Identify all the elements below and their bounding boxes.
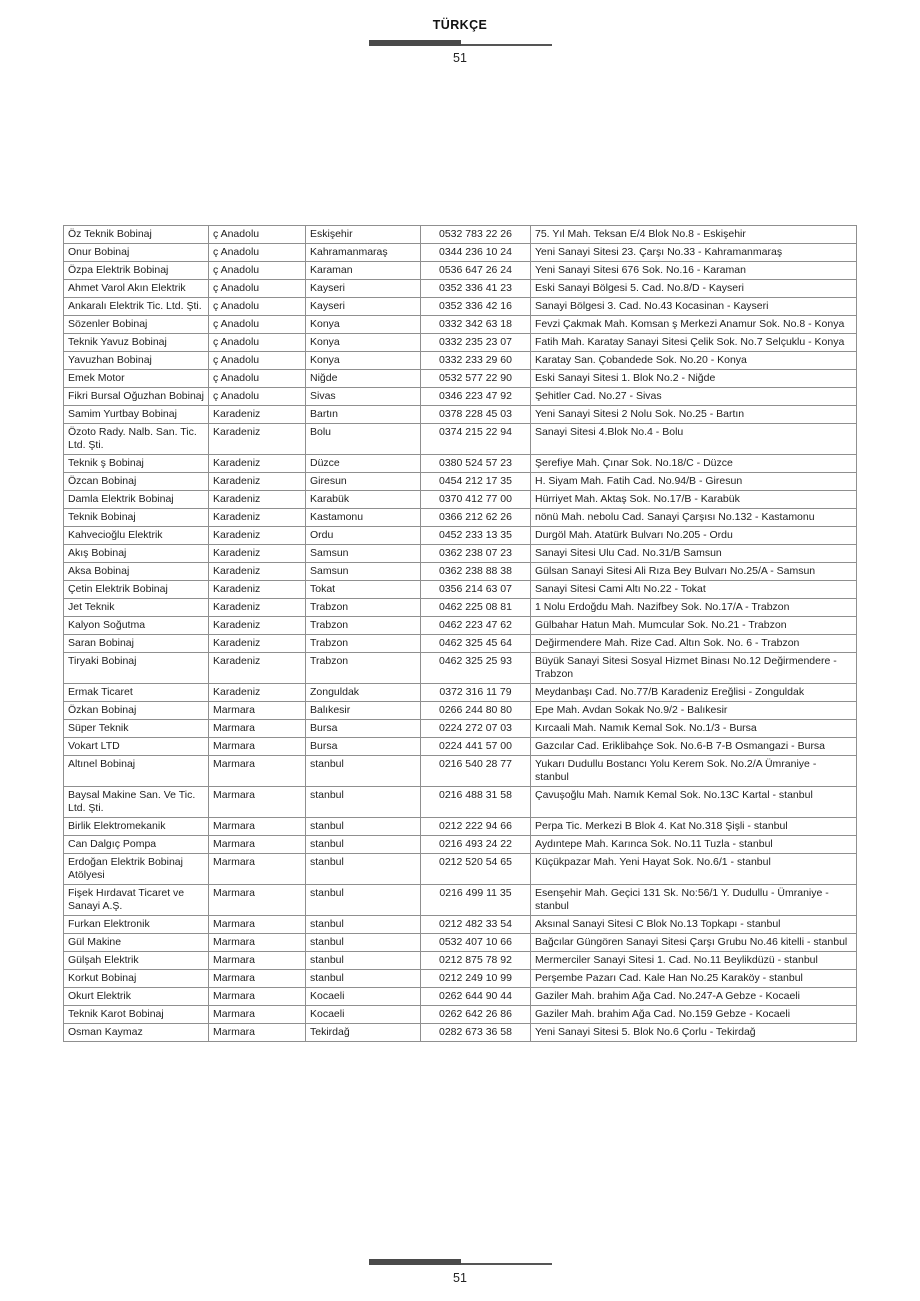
cell-region: Marmara [209, 1024, 306, 1042]
cell-address: Fevzi Çakmak Mah. Komsan ş Merkezi Anamur Sok. No.8 - Konya [531, 316, 857, 334]
cell-city: Konya [306, 334, 421, 352]
cell-region: Karadeniz [209, 455, 306, 473]
table-row [64, 617, 857, 635]
page-number-bottom: 51 [453, 1271, 467, 1285]
table-row [64, 280, 857, 298]
table-row [64, 836, 857, 854]
service-centers-table-body [64, 226, 857, 1042]
cell-address: Durgöl Mah. Atatürk Bulvarı No.205 - Ordu [531, 527, 857, 545]
cell-phone: 0216 493 24 22 [421, 836, 531, 854]
cell-phone: 0462 325 45 64 [421, 635, 531, 653]
cell-name: Sözenler Bobinaj [64, 316, 209, 334]
table-row [64, 226, 857, 244]
cell-region: Karadeniz [209, 406, 306, 424]
cell-region: Marmara [209, 738, 306, 756]
cell-address: Şerefiye Mah. Çınar Sok. No.18/C - Düzce [531, 455, 857, 473]
cell-address: Yeni Sanayi Sitesi 5. Blok No.6 Çorlu - Tekirdağ [531, 1024, 857, 1042]
cell-address: Büyük Sanayi Sitesi Sosyal Hizmet Binası No.12 Değirmendere - Trabzon [531, 653, 857, 684]
cell-address: Yeni Sanayi Sitesi 2 Nolu Sok. No.25 - Bartın [531, 406, 857, 424]
cell-region: Karadeniz [209, 527, 306, 545]
cell-address: Çavuşoğlu Mah. Namık Kemal Sok. No.13C Kartal - stanbul [531, 787, 857, 818]
cell-address: 1 Nolu Erdoğdu Mah. Nazifbey Sok. No.17/A - Trabzon [531, 599, 857, 617]
table-row [64, 1024, 857, 1042]
cell-name: Okurt Elektrik [64, 988, 209, 1006]
cell-city: Kocaeli [306, 988, 421, 1006]
cell-city: Bartın [306, 406, 421, 424]
cell-phone: 0266 244 80 80 [421, 702, 531, 720]
cell-region: Marmara [209, 756, 306, 787]
cell-phone: 0356 214 63 07 [421, 581, 531, 599]
cell-city: Karabük [306, 491, 421, 509]
cell-region: ç Anadolu [209, 388, 306, 406]
cell-phone: 0332 342 63 18 [421, 316, 531, 334]
cell-region: Karadeniz [209, 653, 306, 684]
cell-city: Bolu [306, 424, 421, 455]
cell-address: Epe Mah. Avdan Sokak No.9/2 - Balıkesir [531, 702, 857, 720]
cell-name: Vokart LTD [64, 738, 209, 756]
cell-phone: 0352 336 42 16 [421, 298, 531, 316]
table-row [64, 988, 857, 1006]
cell-phone: 0532 577 22 90 [421, 370, 531, 388]
cell-name: Teknik Karot Bobinaj [64, 1006, 209, 1024]
cell-phone: 0344 236 10 24 [421, 244, 531, 262]
cell-name: Kalyon Soğutma [64, 617, 209, 635]
cell-region: Marmara [209, 885, 306, 916]
table-row [64, 455, 857, 473]
cell-address: Sanayi Sitesi Ulu Cad. No.31/B Samsun [531, 545, 857, 563]
cell-phone: 0452 233 13 35 [421, 527, 531, 545]
cell-phone: 0332 233 29 60 [421, 352, 531, 370]
cell-region: Karadeniz [209, 424, 306, 455]
cell-region: ç Anadolu [209, 262, 306, 280]
table-row [64, 702, 857, 720]
cell-name: Damla Elektrik Bobinaj [64, 491, 209, 509]
cell-region: Karadeniz [209, 509, 306, 527]
table-row [64, 527, 857, 545]
cell-region: Karadeniz [209, 635, 306, 653]
cell-address: Karatay San. Çobandede Sok. No.20 - Konya [531, 352, 857, 370]
cell-address: Mermerciler Sanayi Sitesi 1. Cad. No.11 Beylikdüzü - stanbul [531, 952, 857, 970]
table-row [64, 473, 857, 491]
cell-city: stanbul [306, 787, 421, 818]
table-row [64, 352, 857, 370]
cell-region: Karadeniz [209, 563, 306, 581]
cell-phone: 0536 647 26 24 [421, 262, 531, 280]
cell-name: Yavuzhan Bobinaj [64, 352, 209, 370]
cell-name: Saran Bobinaj [64, 635, 209, 653]
cell-address: Eski Sanayi Sitesi 1. Blok No.2 - Niğde [531, 370, 857, 388]
table-row [64, 334, 857, 352]
cell-region: Karadeniz [209, 491, 306, 509]
cell-address: Sanayi Bölgesi 3. Cad. No.43 Kocasinan - Kayseri [531, 298, 857, 316]
table-row [64, 787, 857, 818]
cell-phone: 0454 212 17 35 [421, 473, 531, 491]
cell-phone: 0282 673 36 58 [421, 1024, 531, 1042]
table-row [64, 599, 857, 617]
table-row [64, 653, 857, 684]
cell-name: Özpa Elektrik Bobinaj [64, 262, 209, 280]
cell-address: Yukarı Dudullu Bostancı Yolu Kerem Sok. No.2/A Ümraniye - stanbul [531, 756, 857, 787]
cell-city: Konya [306, 316, 421, 334]
cell-name: Öz Teknik Bobinaj [64, 226, 209, 244]
cell-region: Marmara [209, 934, 306, 952]
cell-name: Teknik ş Bobinaj [64, 455, 209, 473]
cell-address: Perşembe Pazarı Cad. Kale Han No.25 Karaköy - stanbul [531, 970, 857, 988]
cell-name: Ermak Ticaret [64, 684, 209, 702]
table-row [64, 388, 857, 406]
cell-phone: 0332 235 23 07 [421, 334, 531, 352]
cell-name: Osman Kaymaz [64, 1024, 209, 1042]
cell-address: Hürriyet Mah. Aktaş Sok. No.17/B - Karabük [531, 491, 857, 509]
cell-city: Trabzon [306, 617, 421, 635]
cell-name: Samim Yurtbay Bobinaj [64, 406, 209, 424]
cell-city: stanbul [306, 916, 421, 934]
cell-address: Gülsan Sanayi Sitesi Ali Rıza Bey Bulvarı No.25/A - Samsun [531, 563, 857, 581]
cell-address: Şehitler Cad. No.27 - Sivas [531, 388, 857, 406]
cell-phone: 0378 228 45 03 [421, 406, 531, 424]
cell-region: Marmara [209, 836, 306, 854]
cell-name: Çetin Elektrik Bobinaj [64, 581, 209, 599]
table-row [64, 970, 857, 988]
cell-address: Gülbahar Hatun Mah. Mumcular Sok. No.21 - Trabzon [531, 617, 857, 635]
cell-phone: 0212 875 78 92 [421, 952, 531, 970]
cell-name: Jet Teknik [64, 599, 209, 617]
cell-region: Karadeniz [209, 617, 306, 635]
cell-name: Emek Motor [64, 370, 209, 388]
cell-name: Özkan Bobinaj [64, 702, 209, 720]
cell-phone: 0462 223 47 62 [421, 617, 531, 635]
table-row [64, 952, 857, 970]
cell-city: Niğde [306, 370, 421, 388]
cell-city: Tekirdağ [306, 1024, 421, 1042]
table-row [64, 316, 857, 334]
cell-name: Teknik Yavuz Bobinaj [64, 334, 209, 352]
cell-phone: 0224 441 57 00 [421, 738, 531, 756]
cell-region: Marmara [209, 702, 306, 720]
cell-name: Furkan Elektronik [64, 916, 209, 934]
table-row [64, 244, 857, 262]
cell-city: Balıkesir [306, 702, 421, 720]
footer-rule-thin-segment [461, 1263, 553, 1265]
cell-phone: 0372 316 11 79 [421, 684, 531, 702]
table-row [64, 370, 857, 388]
table-row [64, 684, 857, 702]
cell-address: Gaziler Mah. brahim Ağa Cad. No.247-A Gebze - Kocaeli [531, 988, 857, 1006]
cell-city: Ordu [306, 527, 421, 545]
cell-city: stanbul [306, 854, 421, 885]
table-row [64, 854, 857, 885]
cell-city: Bursa [306, 738, 421, 756]
cell-phone: 0362 238 07 23 [421, 545, 531, 563]
cell-city: Eskişehir [306, 226, 421, 244]
cell-address: nönü Mah. nebolu Cad. Sanayi Çarşısı No.132 - Kastamonu [531, 509, 857, 527]
cell-name: Ankaralı Elektrik Tic. Ltd. Şti. [64, 298, 209, 316]
cell-region: ç Anadolu [209, 298, 306, 316]
header-rule-thin-segment [461, 44, 553, 46]
table-row [64, 720, 857, 738]
cell-address: Esenşehir Mah. Geçici 131 Sk. No:56/1 Y. Dudullu - Ümraniye - stanbul [531, 885, 857, 916]
cell-address: Yeni Sanayi Sitesi 676 Sok. No.16 - Karaman [531, 262, 857, 280]
cell-city: stanbul [306, 970, 421, 988]
cell-region: Karadeniz [209, 599, 306, 617]
cell-phone: 0262 644 90 44 [421, 988, 531, 1006]
cell-region: Karadeniz [209, 545, 306, 563]
cell-name: Can Dalgıç Pompa [64, 836, 209, 854]
cell-phone: 0462 325 25 93 [421, 653, 531, 684]
cell-phone: 0380 524 57 23 [421, 455, 531, 473]
cell-name: Fikri Bursal Oğuzhan Bobinaj [64, 388, 209, 406]
cell-region: Karadeniz [209, 581, 306, 599]
cell-phone: 0224 272 07 03 [421, 720, 531, 738]
cell-region: Marmara [209, 818, 306, 836]
cell-phone: 0216 499 11 35 [421, 885, 531, 916]
cell-name: Birlik Elektromekanik [64, 818, 209, 836]
cell-name: Aksa Bobinaj [64, 563, 209, 581]
cell-region: ç Anadolu [209, 334, 306, 352]
cell-region: Karadeniz [209, 684, 306, 702]
cell-address: Aydıntepe Mah. Karınca Sok. No.11 Tuzla - stanbul [531, 836, 857, 854]
cell-phone: 0212 222 94 66 [421, 818, 531, 836]
cell-region: ç Anadolu [209, 316, 306, 334]
cell-region: Marmara [209, 720, 306, 738]
cell-city: stanbul [306, 934, 421, 952]
table-row [64, 406, 857, 424]
cell-address: Kırcaali Mah. Namık Kemal Sok. No.1/3 - Bursa [531, 720, 857, 738]
cell-city: stanbul [306, 756, 421, 787]
service-centers-table [63, 225, 857, 1042]
cell-city: Kayseri [306, 280, 421, 298]
cell-phone: 0374 215 22 94 [421, 424, 531, 455]
cell-name: Gül Makine [64, 934, 209, 952]
cell-name: Erdoğan Elektrik Bobinaj Atölyesi [64, 854, 209, 885]
cell-region: ç Anadolu [209, 244, 306, 262]
cell-city: Kahramanmaraş [306, 244, 421, 262]
cell-phone: 0216 540 28 77 [421, 756, 531, 787]
cell-region: Marmara [209, 988, 306, 1006]
cell-name: Tiryaki Bobinaj [64, 653, 209, 684]
cell-city: Samsun [306, 563, 421, 581]
cell-address: 75. Yıl Mah. Teksan E/4 Blok No.8 - Eskişehir [531, 226, 857, 244]
table-row [64, 545, 857, 563]
cell-name: Altınel Bobinaj [64, 756, 209, 787]
cell-name: Akış Bobinaj [64, 545, 209, 563]
cell-phone: 0346 223 47 92 [421, 388, 531, 406]
cell-phone: 0532 407 10 66 [421, 934, 531, 952]
table-row [64, 509, 857, 527]
cell-name: Gülşah Elektrik [64, 952, 209, 970]
cell-name: Korkut Bobinaj [64, 970, 209, 988]
table-row [64, 262, 857, 280]
cell-region: Marmara [209, 854, 306, 885]
cell-address: Gazcılar Cad. Eriklibahçe Sok. No.6-B 7-B Osmangazi - Bursa [531, 738, 857, 756]
table-row [64, 635, 857, 653]
table-row [64, 563, 857, 581]
cell-region: Marmara [209, 970, 306, 988]
cell-phone: 0532 783 22 26 [421, 226, 531, 244]
cell-address: Sanayi Sitesi Cami Altı No.22 - Tokat [531, 581, 857, 599]
header-rule [369, 40, 552, 46]
cell-address: Değirmendere Mah. Rize Cad. Altın Sok. No. 6 - Trabzon [531, 635, 857, 653]
cell-city: Trabzon [306, 599, 421, 617]
table-row [64, 916, 857, 934]
cell-name: Onur Bobinaj [64, 244, 209, 262]
cell-city: Tokat [306, 581, 421, 599]
cell-name: Süper Teknik [64, 720, 209, 738]
cell-city: Zonguldak [306, 684, 421, 702]
cell-city: stanbul [306, 885, 421, 916]
cell-name: Baysal Makine San. Ve Tic. Ltd. Şti. [64, 787, 209, 818]
cell-address: Bağcılar Güngören Sanayi Sitesi Çarşı Grubu No.46 kitelli - stanbul [531, 934, 857, 952]
cell-region: Marmara [209, 952, 306, 970]
cell-city: Sivas [306, 388, 421, 406]
cell-phone: 0262 642 26 86 [421, 1006, 531, 1024]
cell-city: Bursa [306, 720, 421, 738]
page-number-top: 51 [453, 51, 467, 65]
cell-phone: 0366 212 62 26 [421, 509, 531, 527]
header-rule-thick-segment [369, 40, 461, 46]
cell-city: Trabzon [306, 635, 421, 653]
cell-name: Teknik Bobinaj [64, 509, 209, 527]
cell-address: Eski Sanayi Bölgesi 5. Cad. No.8/D - Kayseri [531, 280, 857, 298]
cell-city: stanbul [306, 836, 421, 854]
cell-address: Meydanbaşı Cad. No.77/B Karadeniz Ereğlisi - Zonguldak [531, 684, 857, 702]
table-row [64, 1006, 857, 1024]
cell-region: ç Anadolu [209, 370, 306, 388]
table-row [64, 424, 857, 455]
cell-region: ç Anadolu [209, 352, 306, 370]
table-row [64, 885, 857, 916]
cell-city: stanbul [306, 952, 421, 970]
footer-rule [369, 1259, 552, 1265]
cell-city: stanbul [306, 818, 421, 836]
cell-city: Trabzon [306, 653, 421, 684]
table-row [64, 818, 857, 836]
cell-region: Marmara [209, 787, 306, 818]
cell-region: Karadeniz [209, 473, 306, 491]
cell-name: Ahmet Varol Akın Elektrik [64, 280, 209, 298]
cell-city: Konya [306, 352, 421, 370]
cell-phone: 0212 482 33 54 [421, 916, 531, 934]
cell-region: Marmara [209, 916, 306, 934]
cell-region: ç Anadolu [209, 280, 306, 298]
cell-region: Marmara [209, 1006, 306, 1024]
cell-city: Samsun [306, 545, 421, 563]
cell-address: Yeni Sanayi Sitesi 23. Çarşı No.33 - Kahramanmaraş [531, 244, 857, 262]
cell-city: Düzce [306, 455, 421, 473]
cell-address: Aksınal Sanayi Sitesi C Blok No.13 Topkapı - stanbul [531, 916, 857, 934]
table-row [64, 756, 857, 787]
table-row [64, 581, 857, 599]
cell-phone: 0352 336 41 23 [421, 280, 531, 298]
cell-city: Kastamonu [306, 509, 421, 527]
cell-city: Giresun [306, 473, 421, 491]
cell-name: Özoto Rady. Nalb. San. Tic. Ltd. Şti. [64, 424, 209, 455]
cell-address: Sanayi Sitesi 4.Blok No.4 - Bolu [531, 424, 857, 455]
table-row [64, 298, 857, 316]
language-label: TÜRKÇE [432, 18, 488, 32]
footer-rule-thick-segment [369, 1259, 461, 1265]
cell-city: Kocaeli [306, 1006, 421, 1024]
cell-address: Fatih Mah. Karatay Sanayi Sitesi Çelik Sok. No.7 Selçuklu - Konya [531, 334, 857, 352]
cell-region: ç Anadolu [209, 226, 306, 244]
cell-phone: 0362 238 88 38 [421, 563, 531, 581]
cell-city: Karaman [306, 262, 421, 280]
cell-phone: 0212 249 10 99 [421, 970, 531, 988]
cell-phone: 0216 488 31 58 [421, 787, 531, 818]
cell-city: Kayseri [306, 298, 421, 316]
cell-phone: 0462 225 08 81 [421, 599, 531, 617]
cell-phone: 0212 520 54 65 [421, 854, 531, 885]
cell-address: H. Siyam Mah. Fatih Cad. No.94/B - Giresun [531, 473, 857, 491]
cell-address: Gaziler Mah. brahim Ağa Cad. No.159 Gebze - Kocaeli [531, 1006, 857, 1024]
cell-name: Özcan Bobinaj [64, 473, 209, 491]
cell-phone: 0370 412 77 00 [421, 491, 531, 509]
table-row [64, 738, 857, 756]
cell-name: Fişek Hırdavat Ticaret ve Sanayi A.Ş. [64, 885, 209, 916]
cell-name: Kahvecioğlu Elektrik [64, 527, 209, 545]
table-row [64, 491, 857, 509]
cell-address: Küçükpazar Mah. Yeni Hayat Sok. No.6/1 - stanbul [531, 854, 857, 885]
table-row [64, 934, 857, 952]
cell-address: Perpa Tic. Merkezi B Blok 4. Kat No.318 Şişli - stanbul [531, 818, 857, 836]
